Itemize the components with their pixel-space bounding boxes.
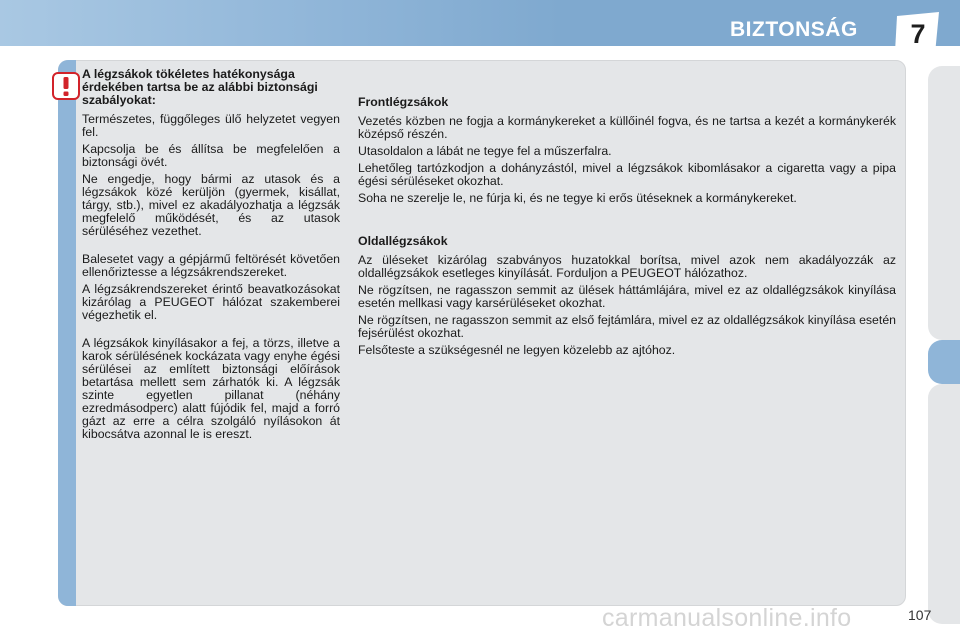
watermark: carmanualsonline.info [602, 604, 852, 632]
side-airbags-heading: Oldallégzsákok [358, 234, 448, 248]
side-tab-lower[interactable] [928, 384, 960, 624]
side-paragraph: Felsőteste a szükségesnél ne legyen közelebb az ajtóhoz. [358, 343, 676, 357]
warning-paragraph: Balesetet vagy a gépjármű feltörését követően ellenőriztesse a légzsákrendszereket. [82, 252, 340, 279]
frontal-paragraph: Utasoldalon a lábát ne tegye fel a műszerfalra. [358, 144, 612, 158]
warning-paragraph: Természetes, függőleges ülő helyzetet vegyen fel. [82, 112, 340, 139]
page-number: 107 [908, 607, 932, 623]
side-tab-active[interactable] [928, 340, 960, 384]
exclamation-warning-icon [52, 72, 80, 100]
chapter-title: BIZTONSÁG [730, 18, 858, 41]
chapter-number: 7 [910, 19, 926, 49]
frontal-paragraph: Soha ne szerelje le, ne fúrja ki, és ne tegye ki erős ütéseknek a kormánykereket. [358, 191, 797, 205]
header-band-gradient [0, 0, 560, 46]
side-tab-upper[interactable] [928, 66, 960, 340]
frontal-paragraph: Lehetőleg tartózkodjon a dohányzástól, mivel a légzsákok kibomlásakor a cigaretta vagy a pipa égési sérüléseket okozhat. [358, 161, 896, 188]
warning-paragraph: Ne engedje, hogy bármi az utasok és a légzsákok közé kerüljön (gyermek, kisállat, tárgy, stb.), mivel ez akadályozhatja a légzsák megfelelő működését, és az utasok sérüléséhez vezethet. [82, 172, 340, 238]
side-paragraph: Az üléseket kizárólag szabványos huzatokkal borítsa, mivel azok nem akadályozzák az oldallégzsákok esetleges kinyílását. Forduljon a PEUGEOT hálózathoz. [358, 253, 896, 280]
warning-heading: A légzsákok tökéletes hatékonysága érdekében tartsa be az alábbi biztonsági szabályokat: [82, 67, 318, 107]
warning-paragraph: A légzsákok kinyílásakor a fej, a törzs, illetve a karok sérülésének kockázata vagy enyhe égési sérülései az említett biztonsági előírások betartása mellett sem zárhatók ki. A légzsák szinte egyetlen pillanat (néhány ezredmásodperc) alatt fújódik fel, majd a forró gázt az erre a célra szolgáló nyílásokon át kibocsátva azonnal le is ereszt. [82, 336, 340, 441]
side-paragraph: Ne rögzítsen, ne ragasszon semmit az ülések háttámlájára, mivel ez az oldallégzsákok kinyílása esetén mellkasi vagy karsérüléseket okozhat. [358, 283, 896, 310]
warning-paragraph: Kapcsolja be és állítsa be megfelelően a biztonsági övét. [82, 142, 340, 169]
warning-paragraph: A légzsákrendszereket érintő beavatkozásokat kizárólag a PEUGEOT hálózat szakemberei végezhetik el. [82, 282, 340, 322]
airbag-details-column [358, 96, 896, 361]
warning-column [82, 68, 340, 445]
side-paragraph: Ne rögzítsen, ne ragasszon semmit az első fejtámlára, mivel ez az oldallégzsákok kinyílása esetén fejsérülést okozhat. [358, 313, 896, 340]
panel-left-strip [58, 60, 76, 606]
frontal-paragraph: Vezetés közben ne fogja a kormánykereket a küllőinél fogva, és ne tartsa a kezét a kormánykerék középső részén. [358, 114, 896, 141]
frontal-airbags-heading: Frontlégzsákok [358, 95, 449, 109]
